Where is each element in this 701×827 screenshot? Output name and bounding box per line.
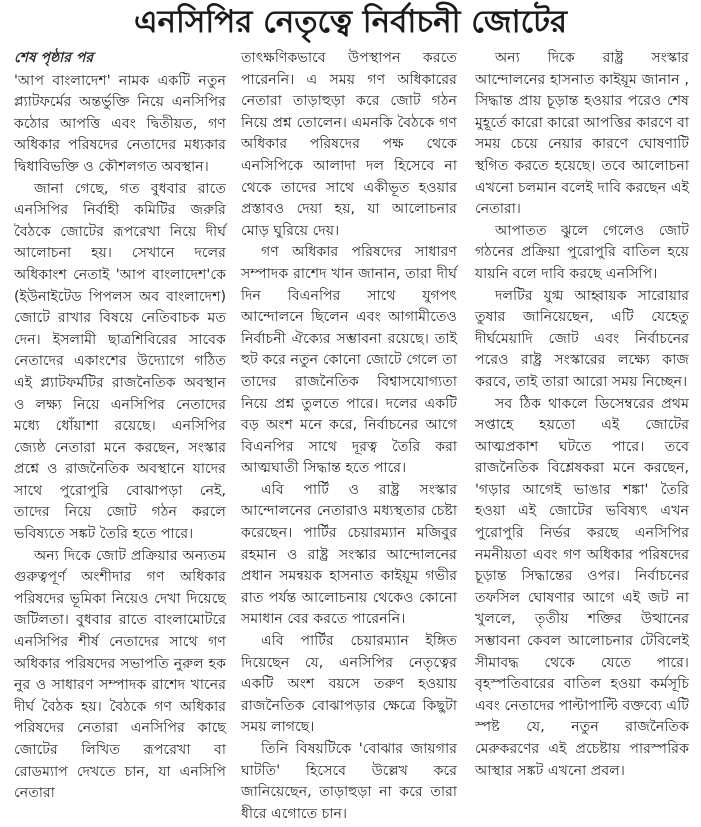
paragraph: তিনি বিষয়টিকে 'বোঝার জায়গার ঘাটতি' হিসেবে উল্লেখ করে জানিয়েছেন, তাড়াহুড়া না করে তারা ধীরে এগোতে চান। (241, 741, 457, 822)
paragraph: সব ঠিক থাকলে ডিসেম্বরের প্রথম সপ্তাহে হয়তো এই জোটের আত্মপ্রকাশ ঘটতে পারে। তবে রাজনৈতিক বিশ্লেষকরা মনে করছেন, 'গড়ার আগেই ভাঙার শঙ্কা' তৈরি হওয়া এই জোটের ভবিষ্যৎ এখন পুরোপুরি নির্ভর করছে এনসিপির নমনীয়তা এবং গণ অধিকার পরিষদের চূড়ান্ত সিদ্ধান্তের ওপর। নির্বাচনের তফসিল ঘোষণার আগে এই জট না খুললে, তৃতীয় শক্তির উত্থানের সম্ভাবনা কেবল আলোচনার টেবিলেই সীমাবদ্ধ থেকে যেতে পারে। বৃহস্পতিবারের বাতিল হওয়া কর্মসূচি এবং নেতাদের পাল্টাপাল্টি বক্তব্যে এটি স্পষ্ট যে, নতুন রাজনৈতিক মেরুকরণের এই প্রচেষ্টায় পারস্পরিক আস্থার সঙ্কট এখনো প্রবল। (475, 395, 689, 779)
headline: এনসিপির নেতৃত্বে নির্বাচনী জোটের (133, 4, 568, 40)
continued-from-label: শেষ পৃষ্ঠার পর (14, 50, 94, 66)
paragraph: এবি পার্টির চেয়ারম্যান ইঙ্গিত দিয়েছেন যে, এনসিপির নেতৃত্বের একটি অংশ বয়সে তরুণ হওয়ায় রাজনৈতিক বোঝাপড়ার ক্ষেত্রে কিছুটা সময় লাগছে। (241, 633, 457, 736)
paragraph: 'আপ বাংলাদেশ' নামক একটি নতুন প্ল্যাটফর্মের অন্তর্ভুক্তি নিয়ে এনসিপির কঠোর আপত্তি এবং দ্বিতীয়ত, গণ অধিকার পরিষদের নেতাদের মধ্যকার দ্বিধাবিভক্তি ও কৌশলগত অবস্থান। (14, 72, 226, 175)
article-column-2 (241, 48, 457, 825)
paragraph: অন্য দিকে রাষ্ট্র সংস্কার আন্দোলনের হাসনাত কাইয়ূম জানান , সিদ্ধান্ত প্রায় চূড়ান্ত হওয়ার পরেও শেষ মুহূর্তে কারো কারো আপত্তির কারণে বা সময় চেয়ে নেয়ার কারণে ঘোষণাটি স্থগিত করতে হয়েছে। তবে আলোচনা এখনো চলমান বলেই দাবি করছেন এই নেতারা। (475, 50, 689, 218)
paragraph: অন্য দিকে জোট প্রক্রিয়ার অন্যতম গুরুত্বপূর্ণ অংশীদার গণ অধিকার পরিষদের ভূমিকা নিয়েও দেখা দিয়েছে জটিলতা। বুধবার রাতে বাংলামোটরে এনসিপির শীর্ষ নেতাদের সাথে গণ অধিকার পরিষদের সভাপতি নুরুল হক নুর ও সাধারণ সম্পাদক রাশেদ খানের দীর্ঘ বৈঠক হয়। বৈঠকে গণ অধিকার পরিষদের নেতারা এনসিপির কাছে জোটের লিখিত রূপরেখা বা রোডম্যাপ দেখতে চান, যা এনসিপি নেতারা (14, 547, 226, 802)
paragraph: দলটির যুগ্ম আহ্বায়ক সারোয়ার তুষার জানিয়েছেন, এটি যেহেতু দীর্ঘমেয়াদি জোট এবং নির্বাচনের পরেও রাষ্ট্র সংস্কারের লক্ষ্যে কাজ করবে, তাই তারা আরো সময় নিচ্ছেন। (475, 287, 689, 390)
paragraph: এবি পার্টি ও রাষ্ট্র সংস্কার আন্দোলনের নেতারাও মধ্যস্থতার চেষ্টা করেছেন। পার্টির চেয়ারম্যান মজিবুর রহমান ও রাষ্ট্র সংস্কার আন্দোলনের প্রধান সমন্বয়ক হাসনাত কাইয়ূম গভীর রাত পর্যন্ত আলোচনায় থেকেও কোনো সমাধান বের করতে পারেননি। (241, 481, 457, 628)
paragraph: জানা গেছে, গত বুধবার রাতে এনসিপির নির্বাহী কমিটির জরুরি বৈঠকে জোটের রূপরেখা নিয়ে দীর্ঘ আলোচনা হয়। সেখানে দলের অধিকাংশ নেতাই 'আপ বাংলাদেশ'কে (ইউনাইটেড পিপলস অব বাংলাদেশ) জোটে রাখার বিষয়ে নেতিবাচক মত দেন। ইসলামী ছাত্রশিবিরের সাবেক নেতাদের একাংশের উদ্যোগে গঠিত এই প্ল্যাটফর্মটির রাজনৈতিক অবস্থান ও লক্ষ্য নিয়ে এনসিপির নেতাদের মধ্যে ধোঁয়াশা রয়েছে। এনসিপির জ্যেষ্ঠ নেতারা মনে করছেন, সংস্কার প্রশ্নে ও রাজনৈতিক অবস্থানে যাদের সাথে পুরোপুরি বোঝাপড়া নেই, তাদের নিয়ে জোট গঠন করলে ভবিষ্যতে সঙ্কট তৈরি হতে পারে। (14, 180, 226, 543)
article-column-1 (14, 48, 226, 805)
article-column-3 (475, 48, 689, 782)
paragraph: তাৎক্ষণিকভাবে উপস্থাপন করতে পারেননি। এ সময় গণ অধিকারের নেতারা তাড়াহুড়া করে জোট গঠন নিয়ে প্রশ্ন তোলেন। এমনকি বৈঠকে গণ অধিকার পরিষদের পক্ষ থেকে এনসিপিকে আলাদা দল হিসেবে না থেকে তাদের সাথে একীভূত হওয়ার প্রস্তাবও দেয়া হয়, যা আলোচনার মোড় ঘুরিয়ে দেয়। (241, 50, 457, 239)
paragraph: আপাতত ঝুলে গেলেও জোট গঠনের প্রক্রিয়া পুরোপুরি বাতিল হয়ে যায়নি বলে দাবি করছে এনসিপি। (475, 222, 689, 282)
paragraph: গণ অধিকার পরিষদের সাধারণ সম্পাদক রাশেদ খান জানান, তারা দীর্ঘ দিন বিএনপির সাথে যুগপৎ আন্দোলনে ছিলেন এবং আগামীতেও নির্বাচনী ঐক্যের সম্ভাবনা রয়েছে। তাই হুট করে নতুন কোনো জোটে গেলে তা তাদের রাজনৈতিক বিশ্বাসযোগ্যতা নিয়ে প্রশ্ন তুলতে পারে। দলের একটি বড় অংশ মনে করে, নির্বাচনের আগে বিএনপির সাথে দূরত্ব তৈরি করা আত্মঘাতী সিদ্ধান্ত হতে পারে। (241, 244, 457, 477)
